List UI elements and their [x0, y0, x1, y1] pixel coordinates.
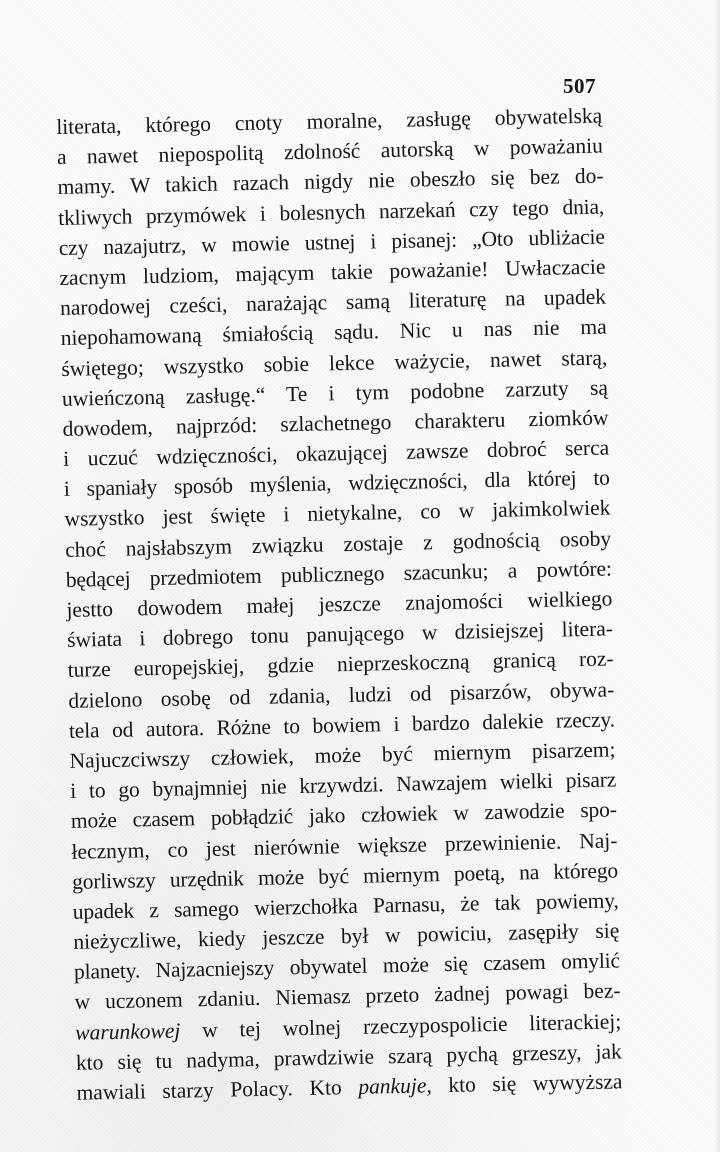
text-line: będącej przedmiotem publicznego szacunku; a powtóre:: [65, 556, 612, 592]
text-line: zacnym ludziom, mającym takie poważanie! Uwłaczacie: [59, 254, 606, 290]
text-segment: mawiali starzy Polacy. Kto: [76, 1074, 359, 1105]
text-line: wszystko jest święte i nietykalne, co w jakimkolwiek: [64, 495, 611, 532]
text-line: i to go bynajmniej nie krzywdzi. Nawzajem wielki pisarz: [69, 767, 617, 803]
text-line: kto się tu nadyma, prawdziwie szarą pychą grzeszy, jak: [75, 1039, 623, 1075]
text-line: planety. Najzacniejszy obywatel może się czasem omylić: [73, 948, 621, 985]
text-line: w uczonem zdaniu. Niemasz przeto żadnej powagi bez-: [74, 978, 621, 1015]
text-segment: kto się wywyższa: [431, 1069, 623, 1098]
body-text: [56, 101, 623, 1108]
italic-word: pankuje,: [358, 1073, 432, 1099]
page-number: 507: [563, 74, 596, 98]
text-line: literata, którego cnoty moralne, zasługę obywatelską: [56, 103, 603, 139]
text-line: a nawet niepospolitą zdolność autorską w poważaniu: [56, 133, 604, 170]
text-line: Najuczciwszy człowiek, może być miernym pisarzem;: [69, 737, 616, 773]
text-line: czy nazajutrz, w mowie ustnej i pisanej: „Oto ubliżacie: [58, 224, 605, 260]
text-line: tela od autora. Różne to bowiem i bardzo dalekie rzeczy.: [68, 707, 616, 743]
text-line: świętego; wszystko sobie lekce ważycie, nawet starą,: [61, 345, 608, 381]
text-line: dowodem, najprzód: szlachetnego charakteru ziomków: [62, 405, 609, 441]
text-line: tkliwych przymówek i bolesnych narzekań czy tego dnia,: [57, 194, 605, 230]
text-line: mamy. W takich razach nigdy nie obeszło się bez do-: [57, 163, 604, 200]
text-segment: w tej wolnej rzeczypospolicie literackiej;: [180, 1008, 622, 1043]
text-line: turze europejskiej, gdzie nieprzeskoczną granicą roz-: [67, 646, 614, 683]
text-line: uwieńczoną zasługę.“ Te i tym podobne zarzuty są: [61, 375, 609, 411]
text-line: gorliwszy urzędnik może być miernym poetą, na którego: [71, 858, 619, 894]
text-line: narodowej cześci, narażając samą literaturę na upadek: [59, 284, 607, 321]
scan-edge-shadow: [714, 0, 720, 1152]
text-line: może czasem pobłądzić jako człowiek w zawodzie spo-: [70, 797, 617, 834]
text-line: dzielono osobę od zdania, ludzi od pisarzów, obywa-: [68, 677, 615, 713]
text-line: jestto dowodem małej jeszcze znajomości wielkiego: [66, 586, 613, 622]
text-line: i spaniały sposób myślenia, wdzięczności, dla której to: [63, 465, 611, 502]
text-line: niepohamowaną śmiałością sądu. Nic u nas nie ma: [60, 314, 607, 351]
text-line: nieżyczliwe, kiedy jeszcze był w powiciu, zasępiły się: [73, 918, 620, 954]
text-line: i uczuć wdzięczności, okazującej zawsze dobroć serca: [63, 435, 610, 471]
italic-word: warunkowej: [75, 1018, 181, 1045]
text-line: łecznym, co jest nierównie większe przewinienie. Naj-: [71, 827, 618, 864]
text-line: choć najsłabszym związku zostaje z godnością osoby: [64, 526, 612, 562]
text-line: świata i dobrego tonu panującego w dzisiejszej litera-: [66, 616, 614, 653]
text-line: upadek z samego wierzchołka Parnasu, że tak powiemy,: [72, 888, 619, 924]
